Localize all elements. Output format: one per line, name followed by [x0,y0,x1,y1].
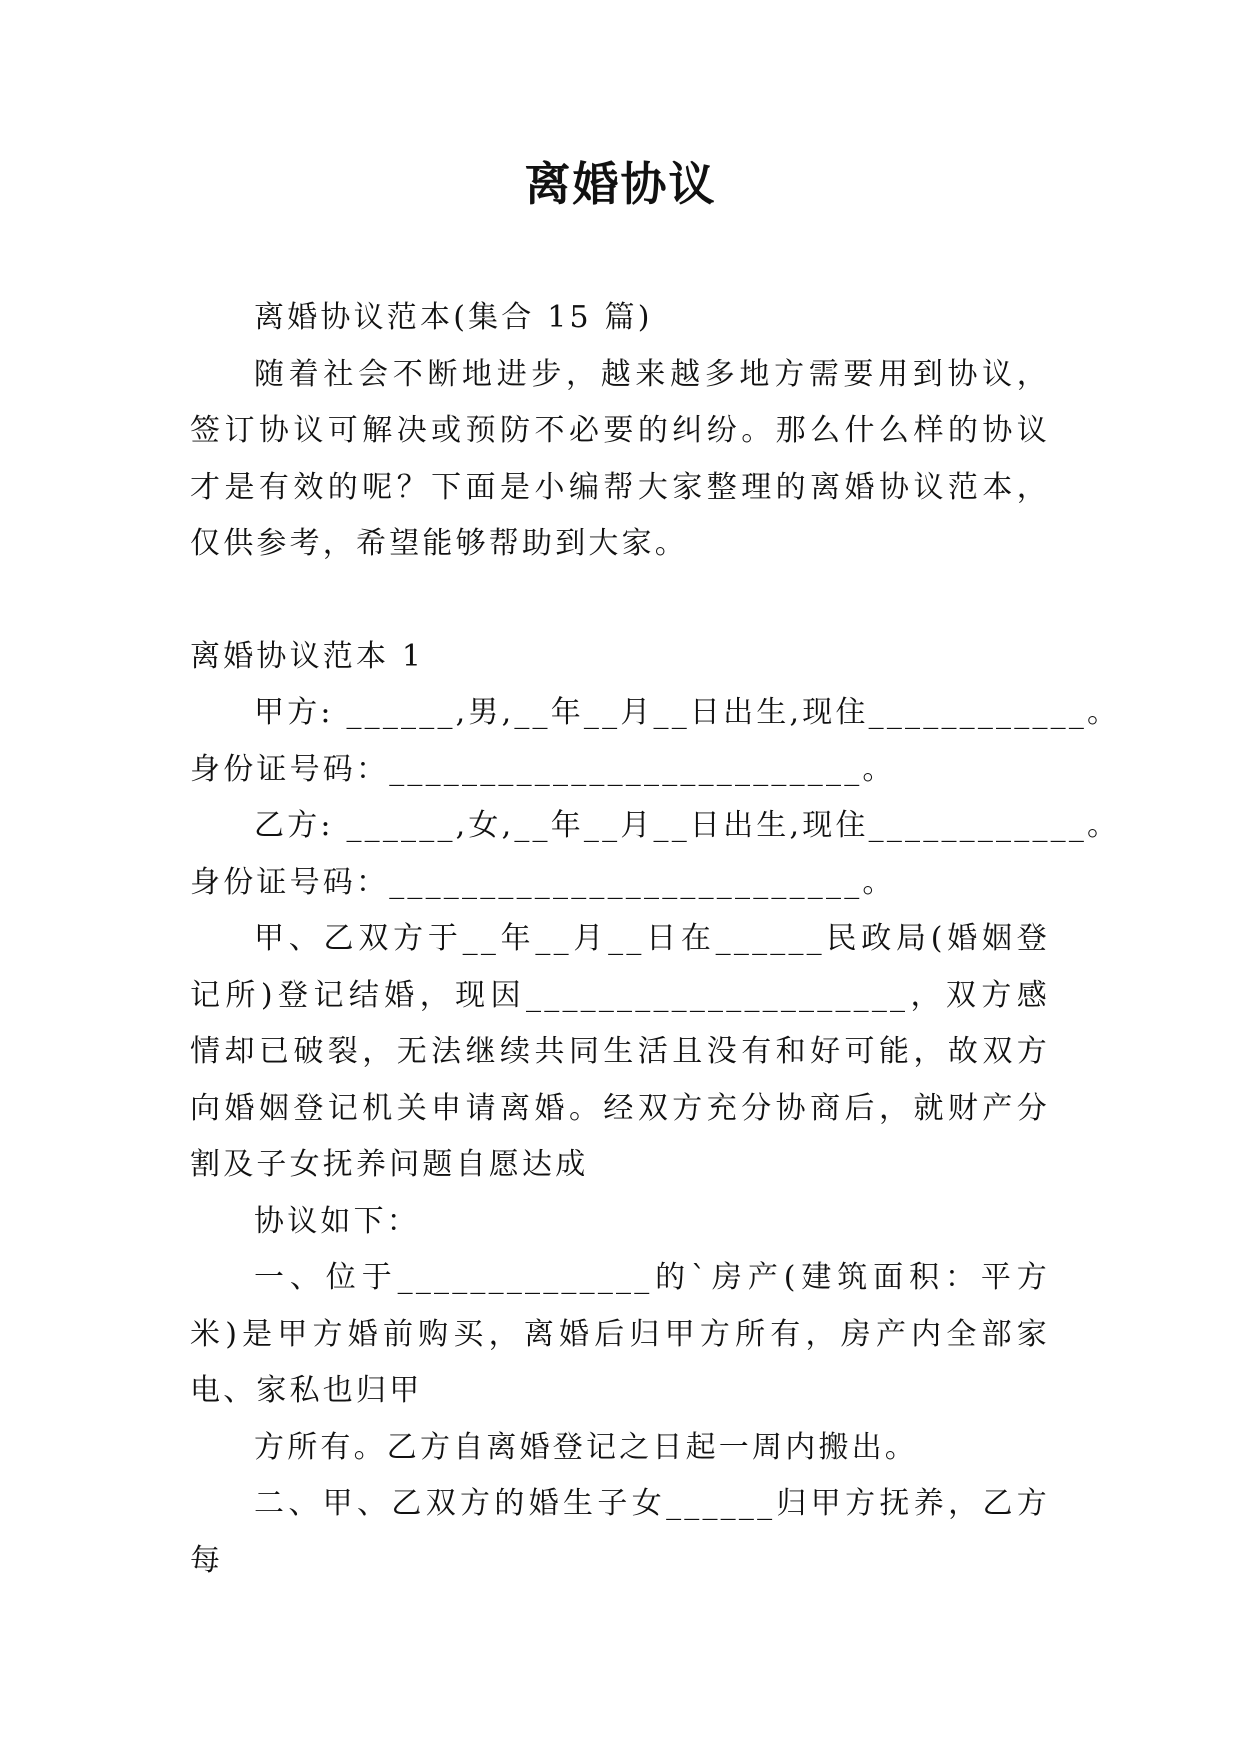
section-heading: 离婚协议范本 1 [190,638,425,674]
subtitle: 离婚协议范本(集合 15 篇) [254,300,653,335]
clause-1-continued: 方所有。乙方自离婚登记之日起一周内搬出。 [254,1429,918,1465]
paragraph-gap [190,573,1050,629]
intro-paragraph: 随着社会不断地进步，越来越多地方需要用到协议，签订协议可解决或预防不必要的纠纷。那么什么样的协议才是有效的呢？下面是小编帮大家整理的离婚协议范本，仅供参考，希望能够帮助到大家。 [190,356,1050,561]
party-b-line: 乙方: ______,女,__年__月__日出生,现住____________。 [254,808,1121,843]
document-body [190,290,1121,1589]
clause-2: 二、甲、乙双方的婚生子女______归甲方抚养，乙方每 [190,1486,1050,1578]
party-a-id-line: 身份证号码：__________________________。 [190,751,896,787]
party-a-line: 甲方: ______,男,__年__月__日出生,现住____________。 [254,695,1121,730]
document-title: 离婚协议 [524,157,717,211]
clause-1: 一、位于______________的`房产(建筑面积：平方米)是甲方婚前购买，离婚后归甲方所有，房产内全部家电、家私也归甲 [190,1260,1050,1408]
agreement-intro: 协议如下： [254,1203,420,1239]
marriage-paragraph: 甲、乙双方于__年__月__日在______民政局(婚姻登记所)登记结婚，现因_____________________，双方感情却已破裂，无法继续共同生活且没有和好可能，故双方向婚姻登记机关申请离婚。经双方充分协商后，就财产分割及子女抚养问题自愿达成 [190,921,1050,1182]
party-b-id-line: 身份证号码：__________________________。 [190,864,896,900]
